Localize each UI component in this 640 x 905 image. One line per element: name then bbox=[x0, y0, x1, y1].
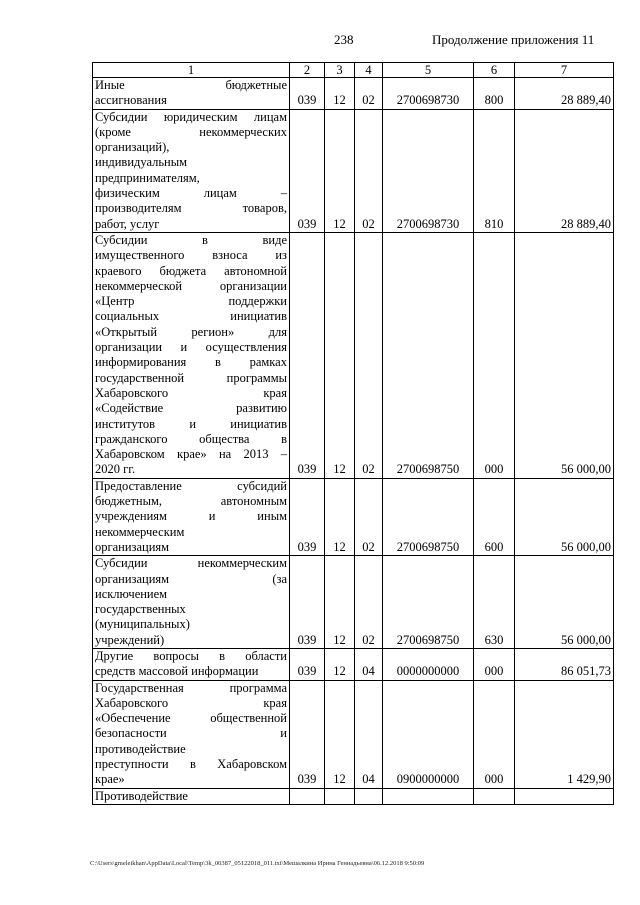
row-name-line: «Обеспечение общественной bbox=[95, 711, 287, 726]
subsection-code-cell: 02 bbox=[355, 478, 383, 555]
appendix-continuation-label: Продолжение приложения 11 bbox=[432, 32, 595, 47]
row-name-line: безопасности и bbox=[95, 726, 287, 741]
row-name-line: социальных инициатив bbox=[95, 309, 287, 324]
expense-type-code-cell: 000 bbox=[474, 680, 515, 788]
column-header-7: 7 bbox=[515, 63, 614, 78]
expense-type-code-cell: 000 bbox=[474, 232, 515, 478]
row-name-line: некоммерческим bbox=[95, 524, 185, 539]
row-name-line: краевого бюджета автономной bbox=[95, 263, 287, 278]
table-row bbox=[93, 109, 614, 232]
row-name-cell bbox=[93, 478, 290, 555]
column-header-3: 3 bbox=[325, 63, 355, 78]
subsection-code-cell: 02 bbox=[355, 232, 383, 478]
row-name-line: имущественного взноса из bbox=[95, 248, 287, 263]
table-row bbox=[93, 648, 614, 680]
section-code-cell: 12 bbox=[325, 78, 355, 110]
row-name-line: крае» bbox=[95, 772, 125, 787]
amount-cell: 28 889,40 bbox=[515, 109, 614, 232]
row-name-cell bbox=[93, 78, 290, 110]
subsection-code-cell: 02 bbox=[355, 78, 383, 110]
target-item-code-cell bbox=[383, 788, 474, 804]
row-name-line: Государственная программа bbox=[95, 680, 287, 695]
row-name-line: Субсидии некоммерческим bbox=[95, 556, 287, 571]
table-row bbox=[93, 478, 614, 555]
budget-table bbox=[92, 62, 614, 805]
section-code-cell: 12 bbox=[325, 478, 355, 555]
row-name-line: некоммерческой организации bbox=[95, 278, 287, 293]
subsection-code-cell: 02 bbox=[355, 556, 383, 649]
target-item-code-cell: 0000000000 bbox=[383, 648, 474, 680]
section-code-cell: 12 bbox=[325, 680, 355, 788]
subsection-code-cell bbox=[355, 788, 383, 804]
section-code-cell: 12 bbox=[325, 232, 355, 478]
subsection-code-cell: 02 bbox=[355, 109, 383, 232]
row-name-line: работ, услуг bbox=[95, 216, 160, 231]
row-name-line: средств массовой информации bbox=[95, 664, 259, 679]
row-name-line: «Открытый регион» для bbox=[95, 324, 287, 339]
subsection-code-cell: 04 bbox=[355, 648, 383, 680]
table-body bbox=[93, 78, 614, 805]
row-name-line: институтов и инициатив bbox=[95, 416, 287, 431]
section-code-cell: 12 bbox=[325, 556, 355, 649]
row-name-line: гражданского общества в bbox=[95, 431, 287, 446]
target-item-code-cell: 0900000000 bbox=[383, 680, 474, 788]
authority-code-cell: 039 bbox=[290, 680, 325, 788]
target-item-code-cell: 2700698730 bbox=[383, 78, 474, 110]
authority-code-cell: 039 bbox=[290, 478, 325, 555]
row-name-line: бюджетным, автономным bbox=[95, 494, 287, 509]
row-name-cell bbox=[93, 109, 290, 232]
authority-code-cell: 039 bbox=[290, 109, 325, 232]
row-name-line: учреждениям и иным bbox=[95, 509, 287, 524]
row-name-cell bbox=[93, 648, 290, 680]
row-name-cell bbox=[93, 680, 290, 788]
row-name-line: государственных bbox=[95, 602, 186, 617]
expense-type-code-cell: 810 bbox=[474, 109, 515, 232]
row-name-line: физическим лицам – bbox=[95, 186, 287, 201]
expense-type-code-cell: 800 bbox=[474, 78, 515, 110]
authority-code-cell: 039 bbox=[290, 232, 325, 478]
row-name-line: Противодействие bbox=[95, 788, 188, 803]
authority-code-cell bbox=[290, 788, 325, 804]
row-name-line: преступности в Хабаровском bbox=[95, 757, 287, 772]
target-item-code-cell: 2700698750 bbox=[383, 478, 474, 555]
authority-code-cell: 039 bbox=[290, 556, 325, 649]
table-row bbox=[93, 680, 614, 788]
row-name-cell bbox=[93, 788, 290, 804]
row-name-line: противодействие bbox=[95, 741, 186, 756]
column-header-2: 2 bbox=[290, 63, 325, 78]
expense-type-code-cell: 600 bbox=[474, 478, 515, 555]
row-name-line: организациям bbox=[95, 539, 170, 554]
row-name-line: (муниципальных) bbox=[95, 617, 190, 632]
row-name-line: организаций), bbox=[95, 140, 170, 155]
section-code-cell: 12 bbox=[325, 109, 355, 232]
column-header-6: 6 bbox=[474, 63, 515, 78]
subsection-code-cell: 04 bbox=[355, 680, 383, 788]
row-name-line: Хабаровского края bbox=[95, 385, 287, 400]
row-name-line: (кроме некоммерческих bbox=[95, 124, 287, 139]
row-name-line: Иные бюджетные bbox=[95, 78, 287, 92]
table-header-row bbox=[93, 63, 614, 78]
table-row bbox=[93, 78, 614, 110]
row-name-line: исключением bbox=[95, 586, 168, 601]
row-name-line: Хабаровском крае» на 2013 – bbox=[95, 447, 287, 462]
amount-cell: 86 051,73 bbox=[515, 648, 614, 680]
column-header-4: 4 bbox=[355, 63, 383, 78]
row-name-line: организациям (за bbox=[95, 571, 287, 586]
amount-cell: 56 000,00 bbox=[515, 478, 614, 555]
column-header-1: 1 bbox=[93, 63, 290, 78]
row-name-line: 2020 гг. bbox=[95, 462, 136, 477]
expense-type-code-cell: 630 bbox=[474, 556, 515, 649]
table-row bbox=[93, 232, 614, 478]
row-name-line: Хабаровского края bbox=[95, 695, 287, 710]
amount-cell: 56 000,00 bbox=[515, 556, 614, 649]
row-name-line: государственной программы bbox=[95, 370, 287, 385]
target-item-code-cell: 2700698730 bbox=[383, 109, 474, 232]
row-name-line: Субсидии в виде bbox=[95, 232, 287, 247]
section-code-cell: 12 bbox=[325, 648, 355, 680]
table-row bbox=[93, 556, 614, 649]
row-name-line: Субсидии юридическим лицам bbox=[95, 109, 287, 124]
row-name-line: информирования в рамках bbox=[95, 355, 287, 370]
row-name-cell bbox=[93, 232, 290, 478]
target-item-code-cell: 2700698750 bbox=[383, 232, 474, 478]
page-number: 238 bbox=[334, 32, 354, 47]
amount-cell: 28 889,40 bbox=[515, 78, 614, 110]
amount-cell: 56 000,00 bbox=[515, 232, 614, 478]
row-name-cell bbox=[93, 556, 290, 649]
row-name-line: Предоставление субсидий bbox=[95, 478, 287, 493]
row-name-line: ассигнования bbox=[95, 93, 167, 108]
section-code-cell bbox=[325, 788, 355, 804]
row-name-line: «Содействие развитию bbox=[95, 401, 287, 416]
row-name-line: предпринимателям, bbox=[95, 170, 200, 185]
column-header-5: 5 bbox=[383, 63, 474, 78]
row-name-line: Другие вопросы в области bbox=[95, 648, 287, 663]
row-name-line: учреждений) bbox=[95, 632, 165, 647]
row-name-line: индивидуальным bbox=[95, 155, 188, 170]
amount-cell bbox=[515, 788, 614, 804]
expense-type-code-cell bbox=[474, 788, 515, 804]
authority-code-cell: 039 bbox=[290, 78, 325, 110]
table-row bbox=[93, 788, 614, 804]
authority-code-cell: 039 bbox=[290, 648, 325, 680]
expense-type-code-cell: 000 bbox=[474, 648, 515, 680]
target-item-code-cell: 2700698750 bbox=[383, 556, 474, 649]
row-name-line: организации и осуществления bbox=[95, 340, 287, 355]
file-path-footer: C:\Users\gmeleikhan\AppData\Local\Temp\3k_00387_05122018_011.txt\Мешалкина Ирина Геннадьевна\06.12.2018 9:50:09 bbox=[90, 860, 425, 867]
row-name-line: производителям товаров, bbox=[95, 201, 287, 216]
amount-cell: 1 429,90 bbox=[515, 680, 614, 788]
row-name-line: «Центр поддержки bbox=[95, 294, 287, 309]
